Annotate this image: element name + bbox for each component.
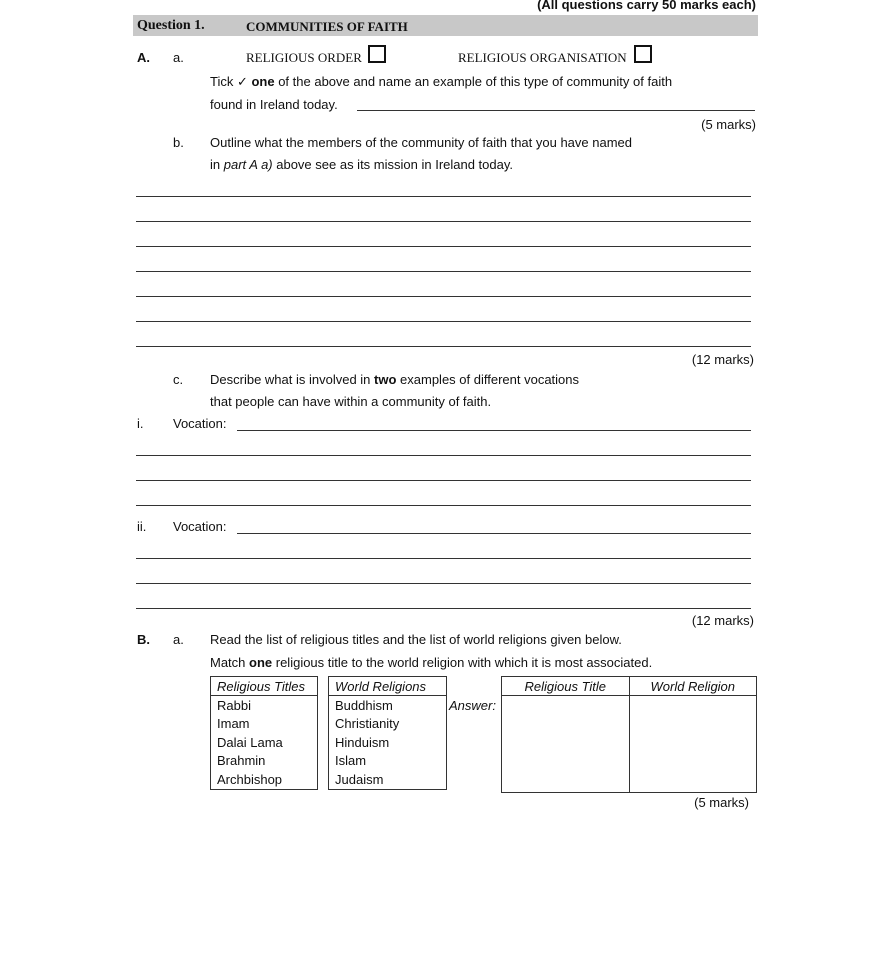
- table-cell: Rabbi: [211, 696, 318, 715]
- answer-line[interactable]: [136, 480, 751, 481]
- answer-line[interactable]: [136, 583, 751, 584]
- vocation-label: Vocation:: [173, 416, 227, 431]
- part-c-question-line1: Describe what is involved in two examples of different vocations: [210, 372, 580, 387]
- question-header-bar: [133, 15, 758, 36]
- marks-a-a: (5 marks): [701, 117, 756, 132]
- vocation-label: Vocation:: [173, 519, 227, 534]
- part-a-c-label: c.: [173, 372, 184, 387]
- marks-a-c: (12 marks): [691, 613, 754, 628]
- table-cell: Buddhism: [329, 696, 447, 715]
- table-cell: Judaism: [329, 770, 447, 789]
- question-number: Question 1.: [137, 18, 205, 33]
- part-b-instruction-line2: Match one religious title to the world religion with which it is most associated.: [210, 655, 653, 670]
- table-cell: Archbishop: [211, 770, 318, 789]
- answer-world-religion-cell[interactable]: [629, 696, 756, 793]
- tick-instruction: Tick ✓ one of the above and name an example of this type of community of faith: [210, 74, 673, 89]
- religious-order-checkbox[interactable]: [368, 45, 386, 63]
- answer-line[interactable]: [357, 110, 755, 111]
- part-b-a-label: a.: [173, 632, 184, 647]
- option-religious-organisation: RELIGIOUS ORGANISATION: [458, 50, 627, 65]
- part-b-question-line2: in part A a) above see as its mission in Ireland today.: [210, 157, 514, 172]
- question-topic: COMMUNITIES OF FAITH: [246, 19, 408, 34]
- table-header: World Religions: [329, 677, 447, 696]
- answer-line[interactable]: [136, 346, 751, 347]
- answer-line[interactable]: [136, 246, 751, 247]
- table-row: [211, 715, 318, 734]
- table-row: [329, 770, 447, 789]
- religious-titles-table: [210, 676, 318, 790]
- found-in-ireland-text: found in Ireland today.: [210, 97, 338, 112]
- table-header: Religious Titles: [211, 677, 318, 696]
- table-cell: Islam: [329, 752, 447, 771]
- answer-row: [502, 696, 757, 793]
- answer-col-world-religion: World Religion: [629, 677, 756, 696]
- part-b-question-line1: Outline what the members of the community of faith that you have named: [210, 135, 632, 150]
- part-a-b-label: b.: [173, 135, 184, 150]
- answer-religious-title-cell[interactable]: [502, 696, 630, 793]
- answer-line[interactable]: [136, 321, 751, 322]
- table-cell: Imam: [211, 715, 318, 734]
- marks-b-a: (5 marks): [694, 795, 749, 810]
- answer-line[interactable]: [136, 271, 751, 272]
- part-b-label: B.: [137, 632, 150, 647]
- answer-line[interactable]: [136, 505, 751, 506]
- religious-organisation-checkbox[interactable]: [634, 45, 652, 63]
- answer-line[interactable]: [136, 296, 751, 297]
- table-row: [211, 696, 318, 715]
- table-row: [329, 715, 447, 734]
- answer-col-religious-title: Religious Title: [502, 677, 630, 696]
- table-cell: Hinduism: [329, 733, 447, 752]
- table-row: [211, 770, 318, 789]
- answer-line[interactable]: [136, 608, 751, 609]
- world-religions-table: [328, 676, 447, 790]
- table-cell: Christianity: [329, 715, 447, 734]
- table-cell: Brahmin: [211, 752, 318, 771]
- answer-label: Answer:: [449, 698, 496, 713]
- answer-table: [501, 676, 757, 793]
- table-row: [211, 733, 318, 752]
- part-a-a-label: a.: [173, 50, 184, 65]
- vocation-i-label: i.: [137, 416, 144, 431]
- answer-line[interactable]: [136, 221, 751, 222]
- table-row: [329, 752, 447, 771]
- marks-a-b: (12 marks): [691, 352, 754, 367]
- option-religious-order: RELIGIOUS ORDER: [246, 50, 362, 65]
- answer-line[interactable]: [136, 455, 751, 456]
- table-row: [329, 696, 447, 715]
- part-a-label: A.: [137, 50, 150, 65]
- answer-line[interactable]: [136, 196, 751, 197]
- vocation-ii-label: ii.: [137, 519, 147, 534]
- table-cell: Dalai Lama: [211, 733, 318, 752]
- part-c-question-line2: that people can have within a community of faith.: [210, 394, 492, 409]
- table-row: [211, 752, 318, 771]
- table-row: [329, 733, 447, 752]
- vocation-answer-line[interactable]: [237, 533, 751, 534]
- part-b-instruction-line1: Read the list of religious titles and the list of world religions given below.: [210, 632, 622, 647]
- marks-note: (All questions carry 50 marks each): [537, 0, 756, 12]
- answer-line[interactable]: [136, 558, 751, 559]
- vocation-answer-line[interactable]: [237, 430, 751, 431]
